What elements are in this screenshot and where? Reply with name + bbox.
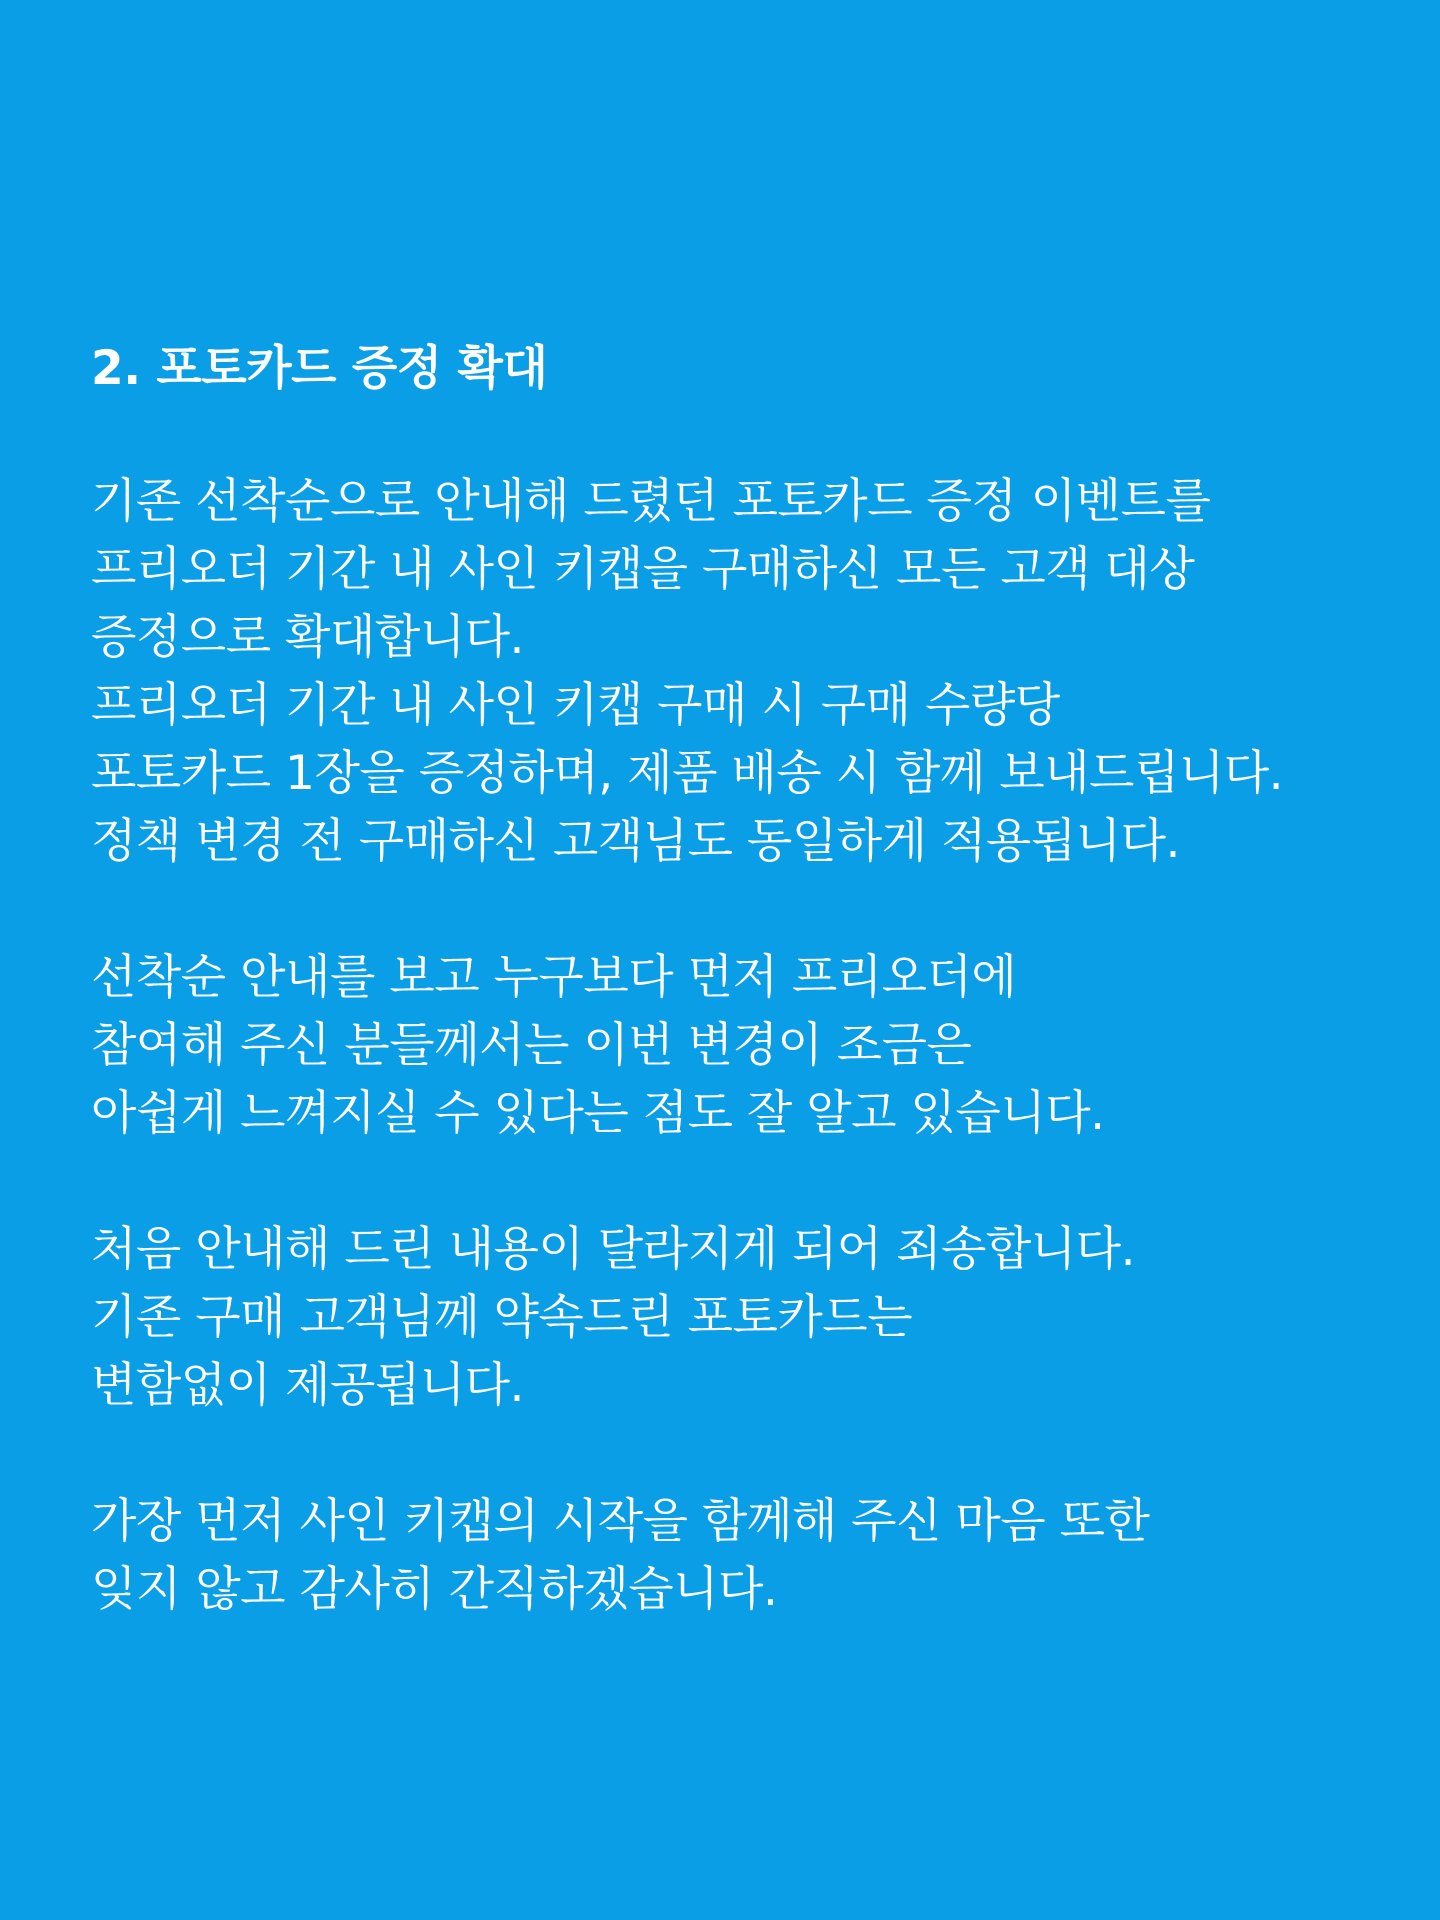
notice-paragraph-1 (91, 468, 1391, 876)
notice-line: 포토카드 1장을 증정하며, 제품 배송 시 함께 보내드립니다. (91, 746, 1284, 801)
notice-title: 2. 포토카드 증정 확대 (91, 341, 548, 396)
notice-line: 잊지 않고 감사히 간직하겠습니다. (91, 1562, 778, 1617)
notice-line: 가장 먼저 사인 키캡의 시작을 함께해 주신 마음 또한 (91, 1494, 1150, 1549)
notice-line: 프리오더 기간 내 사인 키캡을 구매하신 모든 고객 대상 (91, 542, 1195, 597)
notice-paragraph-3 (91, 1216, 1391, 1420)
notice-line: 참여해 주신 분들께서는 이번 변경이 조금은 (91, 1018, 972, 1073)
notice-line: 정책 변경 전 구매하신 고객님도 동일하게 적용됩니다. (91, 814, 1180, 869)
notice-line: 아쉽게 느껴지실 수 있다는 점도 잘 알고 있습니다. (91, 1086, 1105, 1141)
notice-line: 프리오더 기간 내 사인 키캡 구매 시 구매 수량당 (91, 678, 1060, 733)
notice-line: 기존 선착순으로 안내해 드렸던 포토카드 증정 이벤트를 (91, 474, 1211, 529)
notice-line: 변함없이 제공됩니다. (91, 1358, 524, 1413)
notice-line: 처음 안내해 드린 내용이 달라지게 되어 죄송합니다. (91, 1222, 1136, 1277)
notice-line: 증정으로 확대합니다. (91, 610, 524, 665)
notice-content (91, 338, 1391, 1624)
notice-paragraph-2 (91, 944, 1391, 1148)
notice-line: 선착순 안내를 보고 누구보다 먼저 프리오더에 (91, 950, 1017, 1005)
notice-paragraph-4 (91, 1488, 1391, 1624)
notice-line: 기존 구매 고객님께 약속드린 포토카드는 (91, 1290, 913, 1345)
